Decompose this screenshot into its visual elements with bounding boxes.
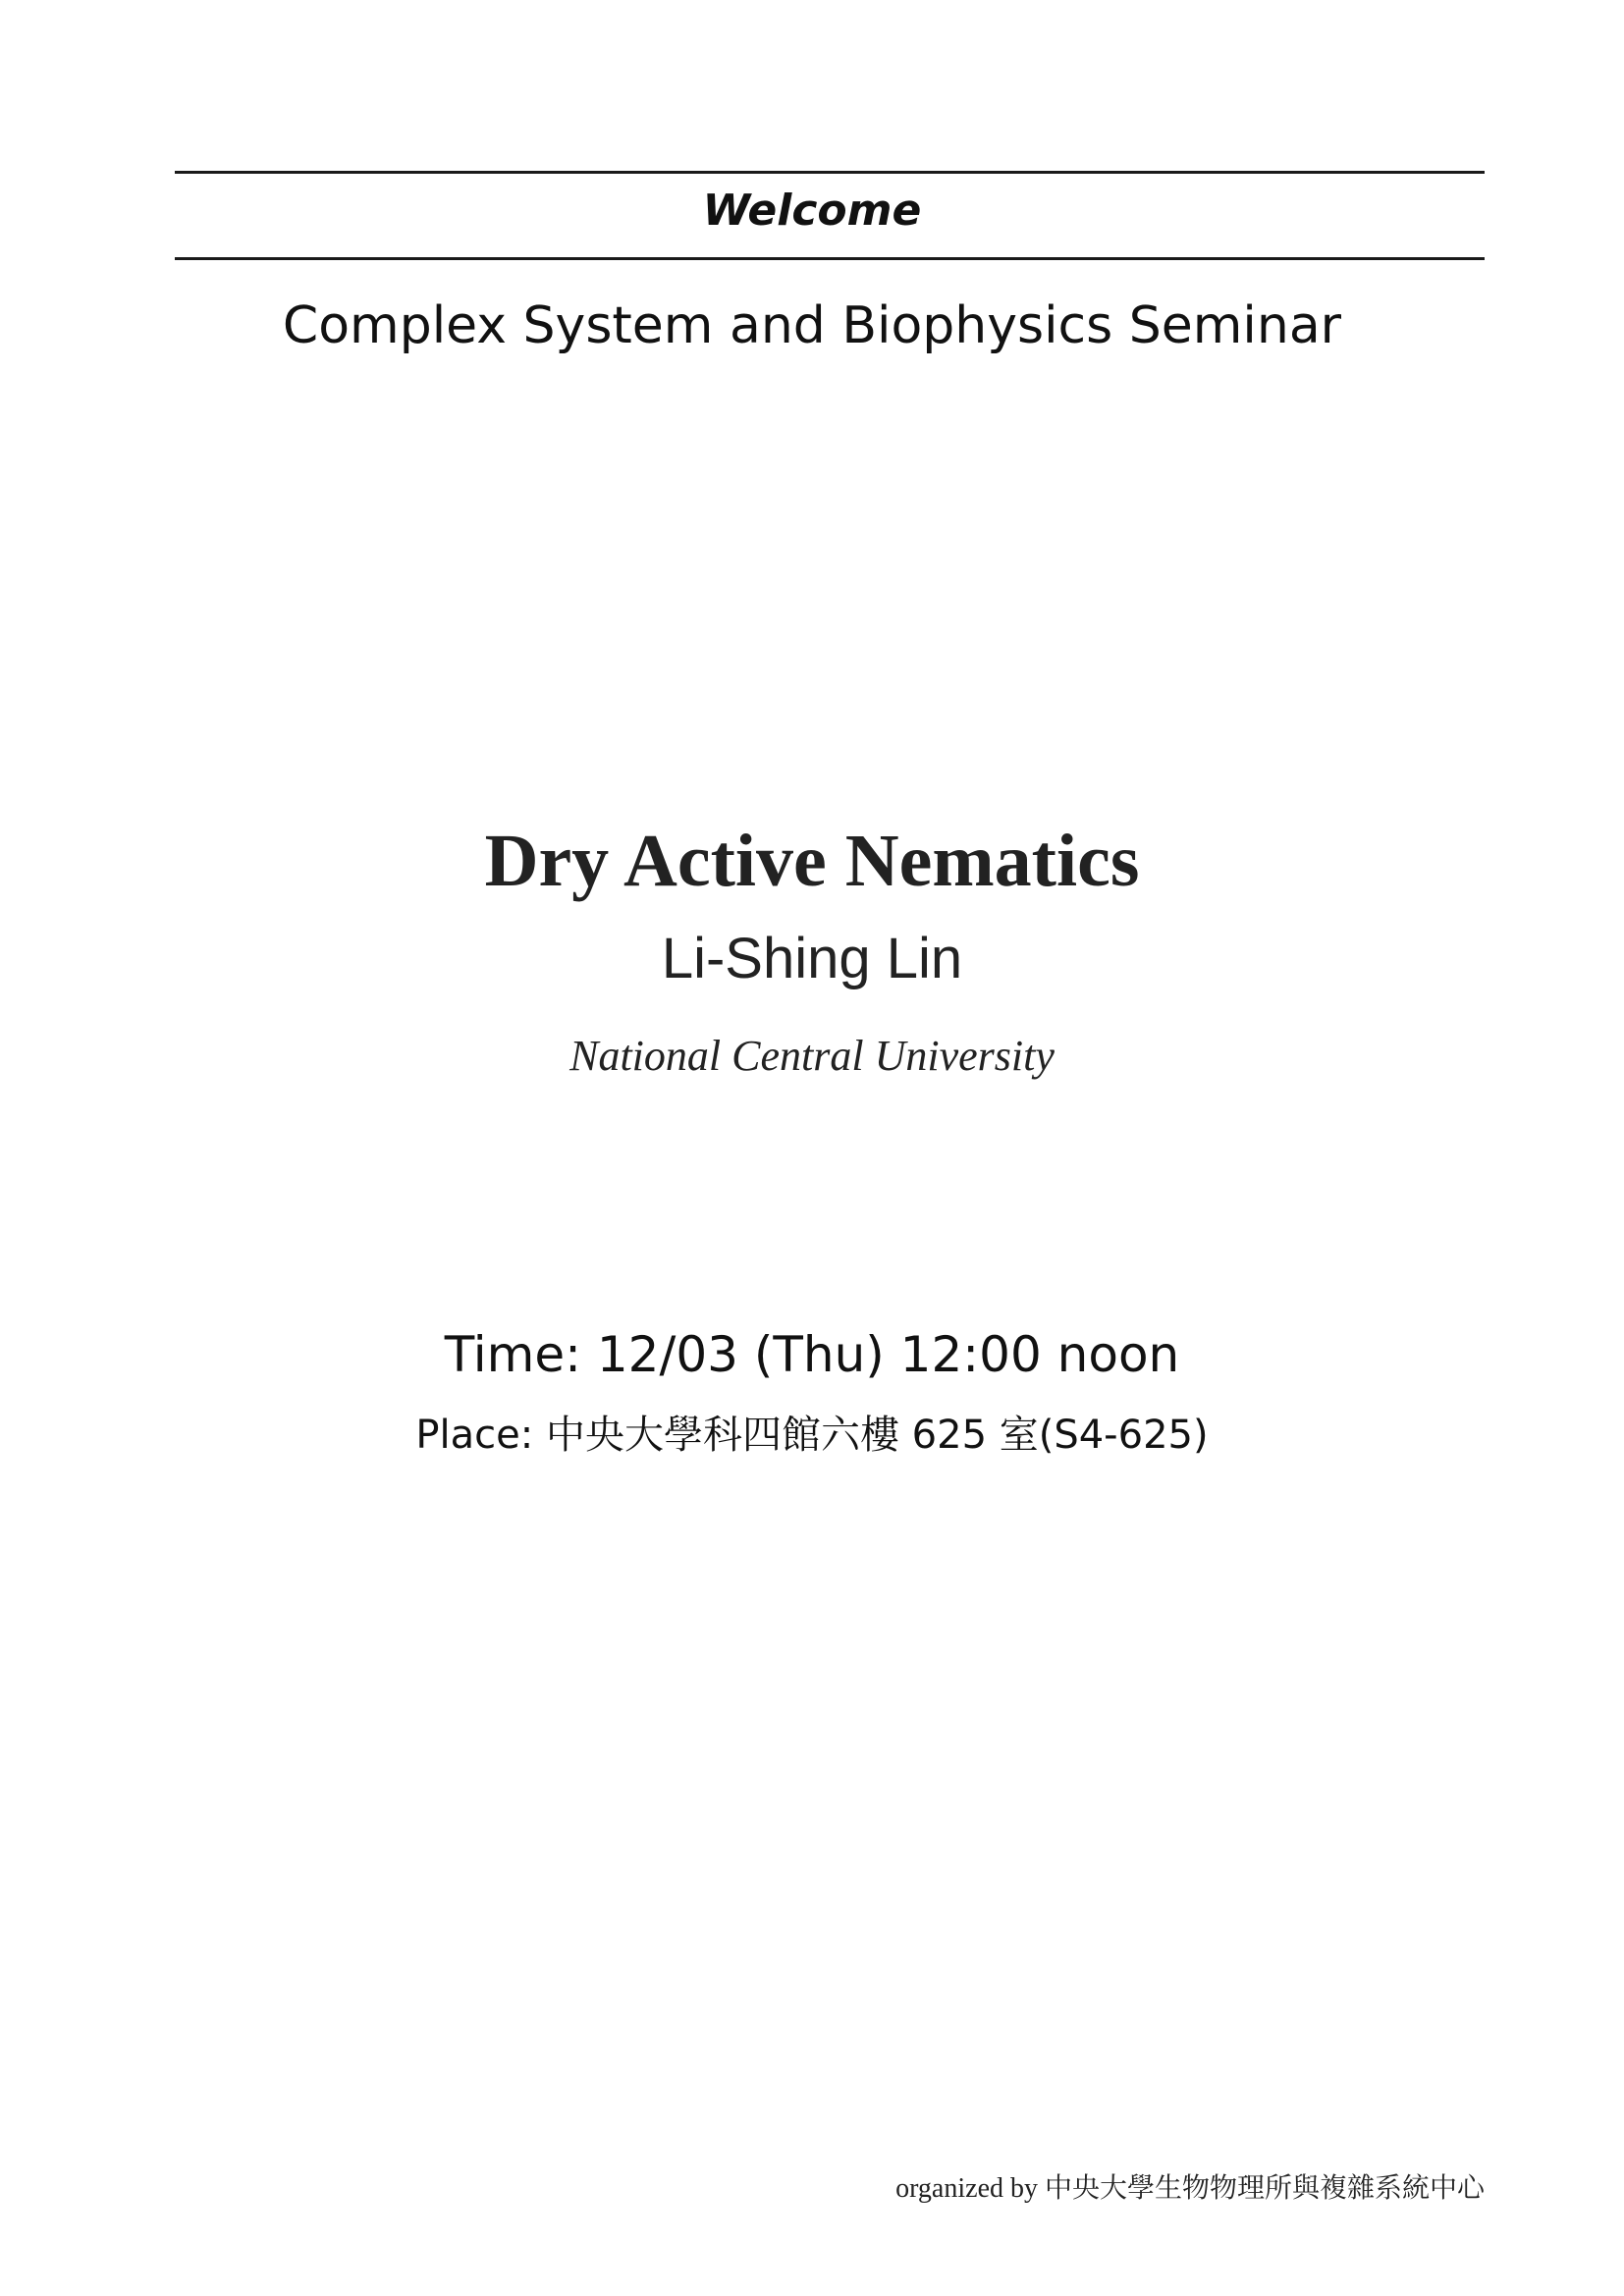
seminar-series-title: Complex System and Biophysics Seminar [282, 296, 1342, 355]
bottom-divider [175, 257, 1485, 260]
welcome-heading: Welcome [702, 186, 922, 236]
speaker-name: Li-Shing Lin [661, 927, 963, 990]
organizer-credit: organized by 中央大學生物物理所與複雜系統中心 [895, 2173, 1485, 2204]
top-divider [175, 171, 1485, 174]
event-place: Place: 中央大學科四館六樓 625 室(S4-625) [415, 1413, 1209, 1458]
event-time: Time: 12/03 (Thu) 12:00 noon [444, 1326, 1180, 1383]
speaker-affiliation: National Central University [569, 1032, 1055, 1080]
talk-title: Dry Active Nematics [484, 820, 1140, 902]
